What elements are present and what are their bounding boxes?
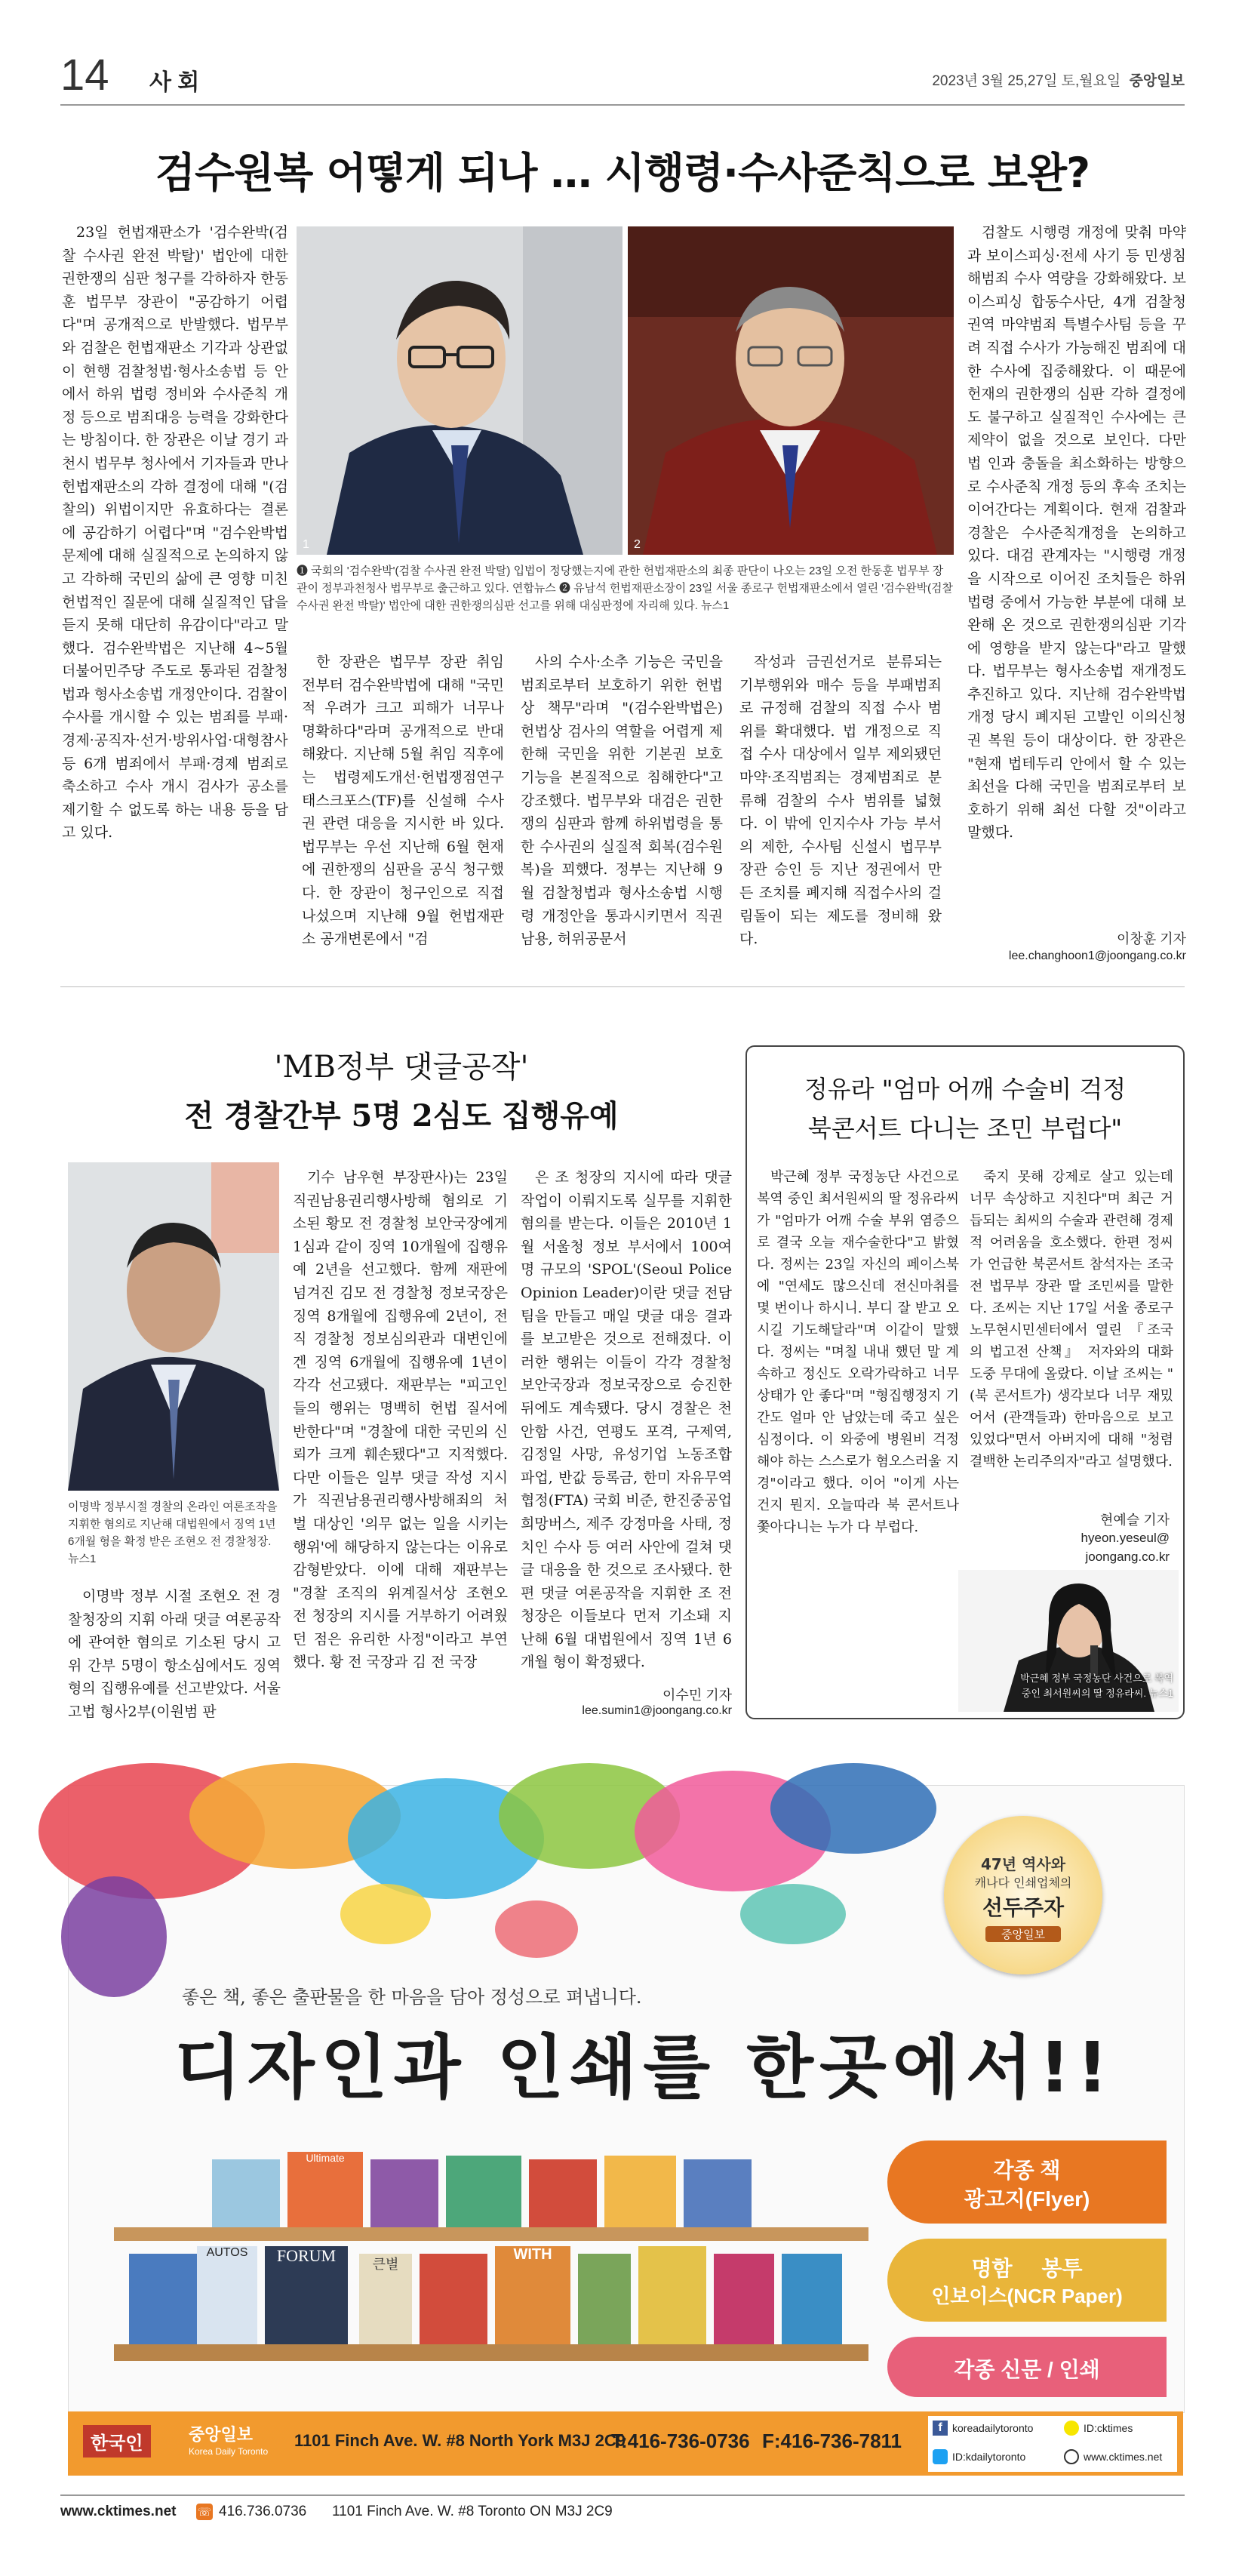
mb-photo-caption: 이명박 정부시절 경찰의 온라인 여론조작을 지휘한 혐의로 지난해 대법원에서 징역 1년 6개월 형을 확정 받은 조현오 전 경찰청장. 뉴스1 [68, 1500, 278, 1565]
service-flyer-line-1: 각종 책 [993, 2159, 1061, 2182]
service-flyer-label[interactable] [887, 2141, 1167, 2224]
cho-headline-2: 북콘서트 다니는 조민 부럽다" [807, 1114, 1123, 1143]
portrait-2-art [628, 226, 954, 555]
flyer-4 [446, 2156, 521, 2227]
ad-logo-joongang: 중앙일보 [189, 2426, 254, 2445]
book-10 [782, 2254, 842, 2344]
main-col-4 [739, 651, 942, 971]
cho-col-2-text: 죽지 못해 강제로 살고 있는데 너무 속상하고 지친다"며 최근 거듭되는 최씨의 수술과 관련해 경제적 어려움을 호소했다. 한편 정씨가 언급한 북콘서트 참석자는 조국 전 법무부 장관 딸 조민씨를 말한다. 조씨는 지난 17일 서울 종로구 노무현시민센터에서 열린 『조국의 법고전 산책』 저자와의 대화 도중 무대에 올랐다. 이날 조씨는 "(북 콘서트가) 생각보다 너무 재밌어서 (관객들과) 한마음으로 보고 있었다"면서 아버지에 대해 "청렴결백한 논리주의자"라고 설명했다. [970, 1169, 1173, 1470]
print-ad[interactable] [68, 1785, 1185, 2413]
main-col-2-text: 한 장관은 법무부 장관 취임 전부터 검수완박법에 대해 "국민적 우려가 크고 피해가 너무나 명확하다"라며 공개적으로 반대해왔다. 지난해 5월 취임 직후에는 법령제도개선·헌법쟁점연구 태스크포스(TF)를 신설해 수사권 관련 대응을 지시한 바 있다. 법무부는 우선 지난해 6월 현재에 권한쟁의 심판을 공식 청구했다. 한 장관이 청구인으로 직접 나섰으며 지난해 9월 헌법재판소 공개변론에서 "검 [302, 654, 504, 948]
page-number: 14 [60, 51, 109, 100]
service-card-line-1: 명함 봉투 [971, 2257, 1083, 2280]
book-8 [638, 2246, 706, 2344]
paper-name: 중앙일보 [1129, 73, 1185, 89]
cho-col-1-text: 박근혜 정부 국정농단 사건으로 복역 중인 최서원씨의 딸 정유라씨가 "엄마가 어깨 수술 부위 염증으로 결국 오늘 재수술한다"고 밝혔다. 정씨는 23일 자신의 페이스북에 "연세도 많으신데 전신마취를 몇 번이나 하시니. 부디 잘 받고 오시길 기도해달라"며 이같이 말했다. 정씨는 "며칠 내내 했던 말 계속하고 정신도 오락가락하고 너무 상태가 안 좋다"며 "형집행정지 기간도 얼마 안 남았는데 죽고 싶은 심정이다. 이 와중에 병원비 걱정해야 하는 스스로가 혐오스러울 지경"이라고 했다. 이어 "이게 사는 건지 뭔지. 오늘따라 북 콘서트나 쫓아다니는 누가 다 부럽다. [757, 1169, 959, 1535]
flyer-5 [529, 2159, 597, 2227]
mb-byline: 이수민 기자 [662, 1688, 732, 1703]
ad-social-block [928, 2416, 1177, 2472]
footer-phone[interactable]: 416.736.0736 [219, 2504, 307, 2519]
main-col-3 [521, 651, 723, 971]
ad-slogan: 좋은 책, 좋은 출판물을 한 마음을 담아 정성으로 펴냅니다. [182, 1987, 642, 2008]
main-col-5 [967, 221, 1186, 968]
photo-jung-yoora [958, 1570, 1179, 1712]
badge-line-2: 캐나다 인쇄업체의 [974, 1876, 1072, 1890]
ad-footer-tel[interactable]: T:416-736-0736 [611, 2430, 750, 2452]
shelf-plank-bottom [114, 2344, 868, 2361]
shelf-plank-top [114, 2227, 868, 2241]
book-3: FORUM [265, 2246, 348, 2344]
header-rule [60, 104, 1185, 106]
main-col-2 [302, 651, 504, 971]
social-twitter[interactable]: ID:kdailytoronto [952, 2451, 1026, 2463]
mb-col-3 [521, 1166, 732, 1687]
service-flyer-line-2: 광고지(Flyer) [964, 2187, 1090, 2211]
twitter-icon[interactable] [933, 2449, 948, 2464]
header-date [932, 69, 1185, 90]
main-col-1 [62, 221, 288, 968]
mb-col-2 [293, 1166, 508, 1710]
book-1 [129, 2254, 197, 2344]
mb-headline-1: 'MB정부 댓글공작' [274, 1050, 529, 1085]
kakao-icon [1064, 2421, 1079, 2436]
flyer-2: Ultimate [287, 2152, 363, 2227]
facebook-icon[interactable]: f [933, 2421, 948, 2436]
social-facebook[interactable]: koreadailytoronto [952, 2422, 1034, 2434]
social-website[interactable]: www.cktimes.net [1084, 2451, 1163, 2463]
photo1-number: 1 [303, 538, 309, 551]
web-icon [1064, 2449, 1079, 2464]
section-divider [60, 986, 1185, 987]
service-card-line-2: 인보이스(NCR Paper) [931, 2285, 1123, 2307]
section-name: 사 회 [149, 70, 200, 95]
book-4: 큰별 [359, 2254, 412, 2344]
badge-line-4: 중앙일보 [985, 1926, 1061, 1942]
ad-footer-address: 1101 Finch Ave. W. #8 North York M3J 2C9 [294, 2431, 626, 2450]
social-id: ID:cktimes [1084, 2422, 1133, 2434]
main-photo-caption: ❶ 국회의 '검수완박'(검찰 수사권 완전 박탈) 입법이 정당했는지에 관한 헌법재판소의 최종 판단이 나오는 23일 오전 한동훈 법무부 장관이 정부과천청사 법무부로 출근하고 있다. 연합뉴스 ❷ 유남석 헌법재판소장이 23일 서울 종로구 헌법재판소에서 열린 '검수완박(검찰 수사권 완전 박탈)' 법안에 대한 권한쟁의심판 선고를 위해 대심판정에 자리해 있다. 뉴스1 [297, 565, 954, 612]
main-col-4-text: 작성과 금권선거로 분류되는 기부행위와 매수 등을 부패범죄로 규정해 검찰의 직접 수사 범위를 확대했다. 법 개정으로 직접 수사 대상에서 일부 제외됐던 마약·조직범죄는 경제범죄로 분류해 검찰의 수사 범위를 넓혔다. 이 밖에 인지수사 가능 부서의 제한, 수사팀 신설시 법무부 장관 승인 등 지난 정권에서 만든 조치를 폐지해 직접수사의 걸림돌이 되는 제도를 정비해 왔다. [739, 654, 942, 948]
phone-icon: ☏ [197, 2505, 212, 2519]
cho-byline: 현예슬 기자 [1100, 1513, 1170, 1528]
photo2-number: 2 [634, 538, 641, 551]
flyer-7 [684, 2159, 752, 2227]
page-header [60, 51, 1185, 104]
mb-col-2-text: 기수 남우현 부장판사)는 23일 직권남용권리행사방해 혐의로 기소된 황모 전 경찰청 보안국장에게 1심과 같이 징역 10개월에 집행유예 2년을 선고했다. 함께 재판에 넘겨진 김모 전 경찰청 정보국장은 징역 8개월에 집행유예 2년이, 전직 경찰청 정보심의관과 대변인에겐 징역 6개월에 집행유예 1년이 각각 선고됐다. 재판부는 "피고인들의 행위는 명백히 헌법 질서에 반한다"며 "경찰에 대한 국민의 신뢰가 크게 훼손됐다"고 지적했다. 다만 이들은 일부 댓글 작성 지시가 직권남용권리행사방해죄의 처벌 대상인 '의무 없는 일을 시키는 행위'에 해당하지 않는다는 이유로 감형받았다. 이에 대해 재판부는 "경찰 조직의 위계질서상 조현오 전 청장의 지시를 거부하기 어려웠던 점은 유리한 사정"이라고 부연했다. 황 전 국장과 김 전 국장 [293, 1169, 508, 1671]
flyer-6 [604, 2156, 676, 2227]
mb-email[interactable]: lee.sumin1@joongang.co.kr [582, 1704, 732, 1717]
mb-headline-2: 전 경찰간부 5명 2심도 집행유예 [184, 1098, 619, 1134]
page-footer [60, 2494, 1185, 2526]
main-col-5-text: 검찰도 시행령 개정에 맞춰 마약과 보이스피싱·전세 사기 등 민생침해범죄 수사 역량을 강화해왔다. 보이스피싱 합동수사단, 4개 검찰청 권역 마약범죄 특별수사팀 등을 꾸려 직접 수사가 가능해진 범죄에 대한 수사에 집중해왔다. 이 때문에 헌재의 권한쟁의 심판 각하 결정에도 불구하고 실질적인 수사에는 큰 제약이 없을 것으로 보인다. 다만 법 인과 충돌을 최소화하는 방향으로 수사준칙 개정 등의 후속 조치는 이어간다는 계획이다. 현재 검찰과 경찰은 수사준칙개정을 논의하고 있다. 대검 관계자는 "시행령 개정을 시작으로 이어진 조치들은 하위 법령 중에서 가능한 부분에 대해 보완해 온 것으로 권한쟁의심판 기각에 영향을 받지 않는다"라고 말했다. 법무부는 형사소송법 재개정도 추진하고 있다. 지난해 검수완박법 개정 당시 폐지된 고발인 이의신청권 복원 등이 대상이다. 한 장관은 "현재 법테두리 안에서 할 수 있는 최선을 다해 국민을 범죄로부터 보호하기 위해 최선 다할 것"이라고 말했다. [967, 224, 1186, 842]
cho-email-2[interactable]: joongang.co.kr [1085, 1550, 1170, 1564]
ad-footer-bar [68, 2411, 1183, 2476]
flyer-1 [212, 2159, 280, 2227]
mb-col-3-text: 은 조 청장의 지시에 따라 댓글 작업이 이뤄지도록 실무를 지휘한 혐의를 받는다. 이들은 2010년 1월 서울청 정보 부서에서 100여명 규모의 'SPOL'(Seoul Police Opinion Leader)이란 댓글 전담팀을 만들고 매일 댓글 대응 결과를 보고받은 것으로 전해졌다. 이러한 행위는 이들이 각각 경찰청 보안국장과 정보국장으로 승진한 뒤에도 계속됐다. 당시 경찰은 천안함 사건, 연평도 포격, 구제역, 김정일 사망, 유성기업 노동조합 파업, 반값 등록금, 한미 자유무역협정(FTA) 국회 비준, 한진중공업 희망버스, 제주 강정마을 사태, 정치인 수사 등 여러 사안에 걸쳐 댓글 대응을 한 것으로 조사됐다. 한편 댓글 여론공작을 지휘한 조 전 청장은 이들보다 먼저 기소돼 지난해 6월 대법원에서 징역 1년 6개월 형이 확정됐다. [521, 1169, 732, 1671]
mb-col-1 [68, 1585, 281, 1720]
photo-han-donghoon [297, 226, 622, 555]
photo-yoo-namseok [628, 226, 954, 555]
badge-line-1: 47년 역사와 [980, 1855, 1066, 1873]
book-2: AUTOS [197, 2246, 257, 2344]
main-col-1-text: 23일 헌법재판소가 '검수완박(검찰 수사권 완전 박탈)' 법안에 대한 권한쟁의 심판 청구를 각하하자 한동훈 법무부 장관이 "공감하기 어렵다"며 공개적으로 반발했다. 법무부와 검찰은 헌법재판소 기각과 상관없이 현행 검찰청법·형사소송법 등 안에서 하위 법령 정비와 수사준칙 개정 등으로 범죄대응 능력을 강화한다는 방침이다. 한 장관은 이날 경기 과천시 법무부 청사에서 기자들과 만나 헌법재판소의 각하 결정에 대해 "(검찰의) 위법이지만 유효하다는 결론에 공감하기 어렵다"며 "검수완박법 문제에 대해 실질적으로 논의하지 않고 각하해 국민의 삶에 큰 영향 미친 헌법적인 질문에 대해 실질적인 답을 듣지 못해 대단히 유감이다"라고 말했다. 검수완박법은 지난해 4~5월 더불어민주당 주도로 통과된 검찰청법과 형사소송법 개정안이다. 검찰이 수사를 개시할 수 있는 범죄를 부패·경제·공직자·선거·방위사업·대형참사 등 6개 범죄에서 부패·경제 범죄로 축소하고 수사 개시 검사가 공소를 제기할 수 없도록 하는 내용 등을 담고 있다. [62, 224, 288, 842]
flyer-3 [370, 2159, 438, 2227]
ad-footer-fax: F:416-736-7811 [762, 2430, 902, 2452]
service-card-label[interactable] [887, 2239, 1167, 2322]
cho-email-1[interactable]: hyeon.yeseul@ [1081, 1531, 1170, 1545]
ad-big-title: 디자인과 인쇄를 한곳에서!! [174, 2027, 1114, 2108]
book-9 [714, 2254, 774, 2344]
date-text: 2023년 3월 25,27일 토,월요일 [932, 73, 1121, 89]
cho-photo-caption: 박근혜 정부 국정농단 사건으로 복역 중인 최서원씨의 딸 정유라씨. 뉴스1 [1020, 1673, 1173, 1699]
cho-headline-1: 정유라 "엄마 어깨 수술비 걱정 [804, 1075, 1127, 1103]
portrait-3-art [68, 1162, 279, 1491]
ad-logo-joongang-sub: Korea Daily Toronto [189, 2446, 269, 2457]
ad-logo-hankook: 한국인 [83, 2425, 151, 2458]
main-byline: 이창훈 기자 [1117, 931, 1186, 946]
cho-col-2 [970, 1166, 1173, 1506]
anniversary-badge [944, 1816, 1102, 1974]
service-newspaper-line: 각종 신문 / 인쇄 [954, 2358, 1100, 2381]
book-6: WITH [495, 2246, 570, 2344]
mb-col-1-text: 이명박 정부 시절 조현오 전 경찰청장의 지휘 아래 댓글 여론공작에 관여한 혐의로 기소된 당시 고위 간부 5명이 항소심에서도 징역형의 집행유예를 선고받았다. 서울고법 형사2부(이원범 판 [68, 1588, 281, 1720]
main-headline: 검수원복 어떻게 되나 … 시행령·수사준칙으로 보완? [155, 149, 1090, 197]
footer-address: 1101 Finch Ave. W. #8 Toronto ON M3J 2C9 [332, 2504, 613, 2519]
book-5 [420, 2254, 487, 2344]
photo-cho-hyunoh [68, 1162, 279, 1491]
service-newspaper-label[interactable] [887, 2337, 1167, 2397]
badge-line-3: 선두주자 [982, 1895, 1065, 1920]
book-7 [578, 2254, 631, 2344]
footer-website[interactable]: www.cktimes.net [60, 2504, 177, 2519]
main-col-3-text: 사의 수사·소추 기능은 국민을 범죄로부터 보호하기 위한 헌법상 책무"라며 "(검수완박법은) 헌법상 검사의 역할을 어렵게 제한해 국민을 위한 기본권 보호 기능을 본질적으로 침해한다"고 강조했다. 법무부와 대검은 권한쟁의 심판과 함께 하위법령을 통한 수사권의 실질적 회복(검수원복)을 꾀했다. 정부는 지난해 9월 검찰청법과 형사소송법 시행령 개정안을 통과시키면서 직권남용, 허위공문서 [521, 654, 723, 948]
portrait-1-art [297, 226, 622, 555]
main-email[interactable]: lee.changhoon1@joongang.co.kr [1008, 949, 1186, 962]
bookshelf [84, 2141, 876, 2367]
cho-col-1 [757, 1166, 959, 1710]
